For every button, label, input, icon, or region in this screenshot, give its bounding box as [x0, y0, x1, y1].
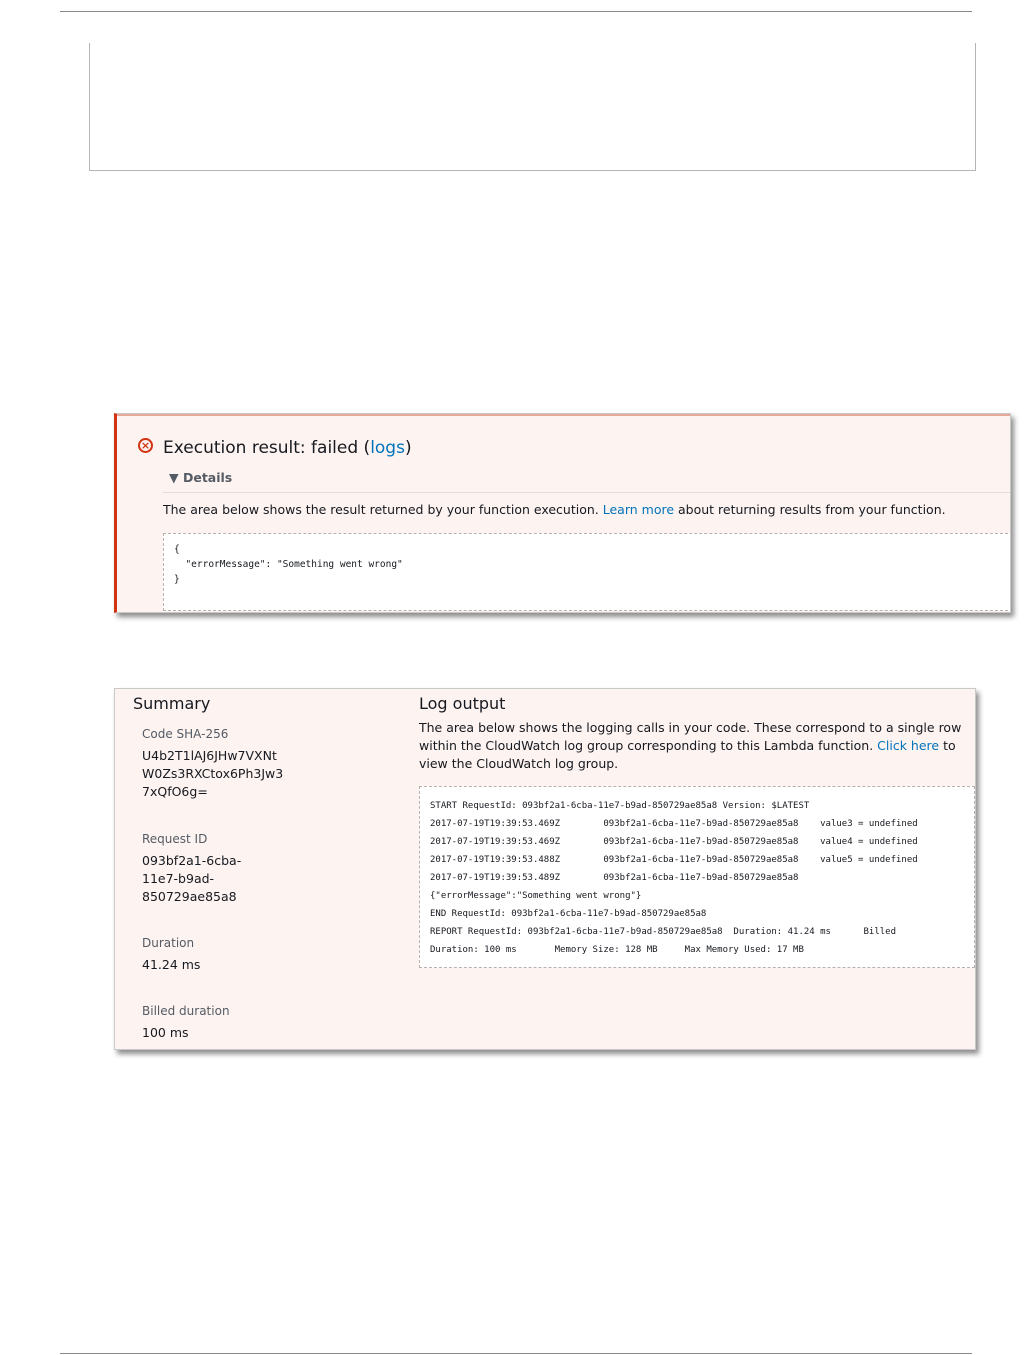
execution-result-panel — [114, 413, 1011, 613]
details-toggle[interactable]: ▼ Details — [169, 470, 233, 485]
error-circle-icon: × — [138, 438, 153, 453]
log-line: 2017-07-19T19:39:53.469Z 093bf2a1-6cba-11e7-b9ad-850729ae85a8 value3 = undefined — [430, 819, 918, 829]
billed-duration-field — [142, 1004, 230, 1042]
result-line: } — [174, 574, 180, 585]
log-line: 2017-07-19T19:39:53.488Z 093bf2a1-6cba-11e7-b9ad-850729ae85a8 value5 = undefined — [430, 855, 918, 865]
result-description — [163, 502, 946, 517]
page-header-rule — [60, 11, 972, 12]
log-output-box — [419, 786, 975, 968]
code-block-frame — [89, 43, 976, 171]
log-line: REPORT RequestId: 093bf2a1-6cba-11e7-b9ad-850729ae85a8 Duration: 41.24 ms Billed — [430, 927, 896, 937]
value-line: 093bf2a1-6cba- — [142, 853, 242, 868]
summary-title: Summary — [133, 694, 211, 713]
field-value — [142, 956, 200, 974]
log-description-text-end: to view the CloudWatch log group. — [419, 738, 956, 771]
value-line: 100 ms — [142, 1025, 189, 1040]
log-line: 2017-07-19T19:39:53.489Z 093bf2a1-6cba-11e7-b9ad-850729ae85a8 — [430, 873, 799, 883]
field-label: Code SHA-256 — [142, 727, 229, 741]
log-line: 2017-07-19T19:39:53.469Z 093bf2a1-6cba-11e7-b9ad-850729ae85a8 value4 = undefined — [430, 837, 918, 847]
result-title-text: Execution result: failed ( — [163, 438, 371, 458]
result-description-text-end: about returning results from your function. — [674, 502, 946, 517]
code-sha-field — [142, 727, 283, 801]
result-line: "errorMessage": "Something went wrong" — [174, 559, 403, 570]
result-description-text: The area below shows the result returned by your function execution. — [163, 502, 603, 517]
value-line: 11e7-b9ad- — [142, 871, 215, 886]
value-line: 7xQfO6g= — [142, 784, 208, 799]
value-line: W0Zs3RXCtox6Ph3Jw3 — [142, 766, 284, 781]
field-label: Request ID — [142, 832, 208, 846]
request-id-field — [142, 832, 241, 906]
value-line: U4b2T1lAJ6JHw7VXNt — [142, 748, 277, 763]
field-label: Billed duration — [142, 1004, 230, 1018]
value-line: 41.24 ms — [142, 957, 201, 972]
duration-field — [142, 936, 200, 974]
logs-link[interactable]: logs — [370, 438, 405, 458]
field-value — [142, 1024, 230, 1042]
field-value — [142, 852, 241, 906]
log-line: {"errorMessage":"Something went wrong"} — [430, 891, 642, 901]
details-divider — [163, 492, 1010, 493]
summary-log-panel — [114, 688, 976, 1050]
log-line: Duration: 100 ms Memory Size: 128 MB Max Memory Used: 17 MB — [430, 945, 804, 955]
click-here-link[interactable]: Click here — [877, 738, 940, 753]
field-label: Duration — [142, 936, 195, 950]
value-line: 850729ae85a8 — [142, 889, 237, 904]
log-line: END RequestId: 093bf2a1-6cba-11e7-b9ad-850729ae85a8 — [430, 909, 707, 919]
log-line: START RequestId: 093bf2a1-6cba-11e7-b9ad-850729ae85a8 Version: $LATEST — [430, 801, 810, 811]
log-output-description — [419, 719, 976, 773]
log-description-text: The area below shows the logging calls in your code. These correspond to a single row within the CloudWatch log group corresponding to this Lambda function. — [419, 720, 962, 753]
result-output-box — [163, 533, 1011, 611]
learn-more-link[interactable]: Learn more — [602, 502, 675, 517]
result-line: { — [174, 544, 180, 555]
panel-top-border — [117, 414, 1010, 416]
page-footer-rule — [60, 1353, 972, 1354]
result-json — [174, 542, 403, 587]
log-output-title: Log output — [419, 694, 506, 713]
result-title-suffix: ) — [404, 438, 412, 458]
execution-result-title — [163, 438, 412, 458]
log-lines — [430, 797, 918, 959]
field-value — [142, 747, 283, 801]
